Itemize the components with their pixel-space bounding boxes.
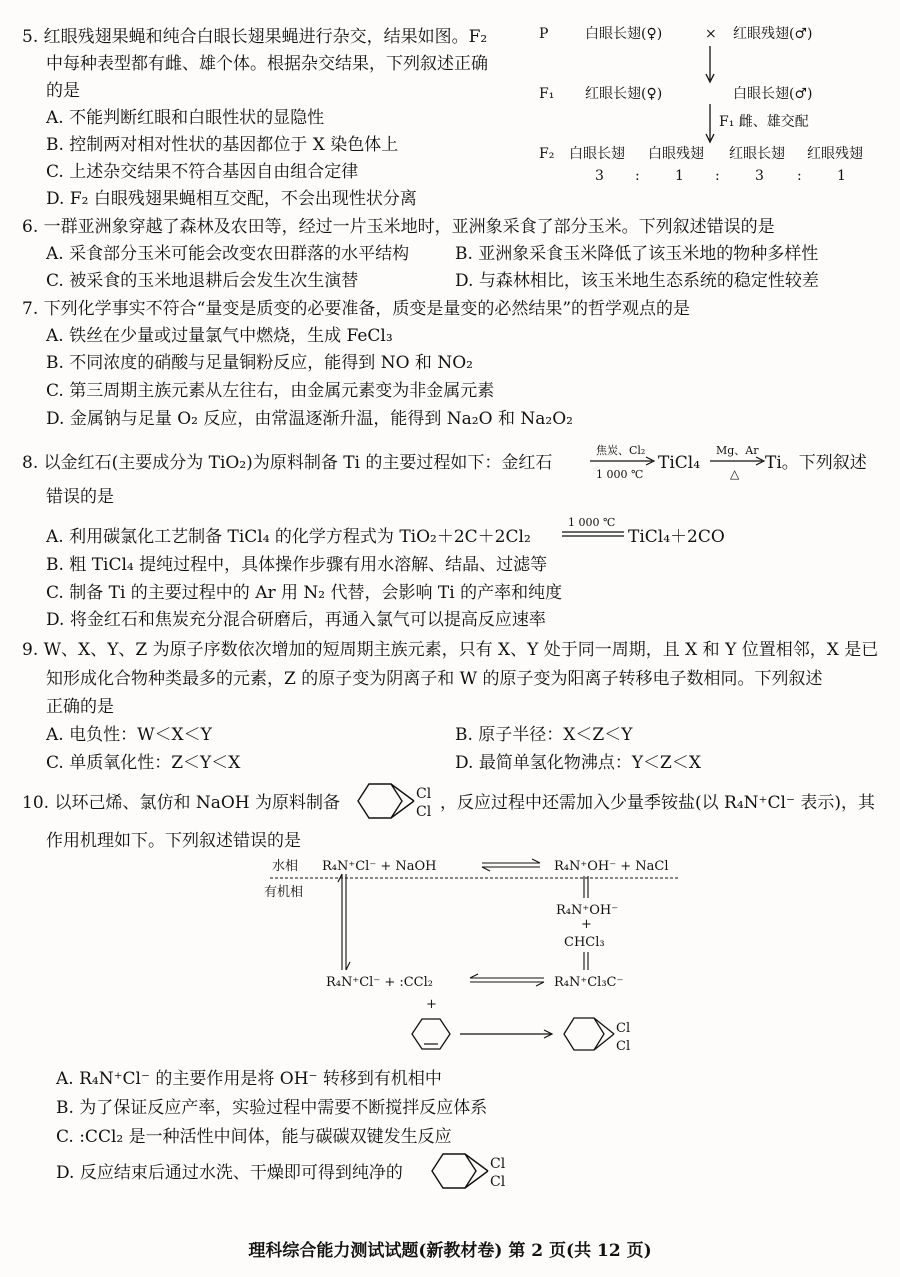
q10-option-a: A. R₄N⁺Cl⁻ 的主要作用是将 OH⁻ 转移到有机相中 — [56, 1069, 442, 1089]
org-trichloromethyl: R₄N⁺Cl₃C⁻ — [554, 975, 624, 990]
q8-stem — [22, 452, 552, 474]
org-plus-2: + — [426, 997, 437, 1012]
q7-option-b: B. 不同浓度的硝酸与足量铜粉反应，能得到 NO 和 NO₂ — [46, 353, 473, 373]
ratio-sep-1: : — [635, 168, 640, 184]
ratio-3: 3 — [755, 168, 764, 184]
q10-stem-post: ，反应过程中还需加入少量季铵盐(以 R₄N⁺Cl⁻ 表示)，其 — [440, 793, 875, 813]
q9-option-b: B. 原子半径：X＜Z＜Y — [455, 725, 633, 745]
q9-stem-line2: 知形成化合物种类最多的元素，Z 的原子变为阴离子和 W 的原子变为阳离子转移电子数相同。下列叙述 — [46, 669, 823, 689]
q8-process-arrows — [588, 438, 780, 482]
organic-phase-label: 有机相 — [264, 885, 304, 900]
q5-option-a: A. 不能判断红眼和白眼性状的显隐性 — [46, 108, 325, 128]
org-plus: + — [581, 917, 592, 932]
product-cl-bottom: Cl — [616, 1039, 631, 1054]
q8-equation-condition — [560, 512, 628, 548]
dichloro-bicycloheptane-structure — [352, 778, 438, 824]
p-label: P — [539, 26, 549, 42]
q10-option-d: D. 反应结束后通过水洗、干燥即可得到纯净的 — [56, 1163, 403, 1183]
org-left-products: R₄N⁺Cl⁻ + :CCl₂ — [326, 975, 434, 990]
q5-stem-line3: 的是 — [46, 81, 80, 101]
q6-option-c: C. 被采食的玉米地退耕后会发生次生演替 — [46, 271, 359, 291]
q5-option-b: B. 控制两对相对性状的基因都位于 X 染色体上 — [46, 135, 399, 155]
q9-option-c: C. 单质氧化性：Z＜Y＜X — [46, 753, 241, 773]
water-phase-label: 水相 — [272, 859, 299, 874]
q5-stem-line2: 中每种表型都有雌、雄个体。根据杂交结果，下列叙述正确 — [46, 54, 488, 74]
f2-type-1: 白眼长翅 — [569, 146, 625, 162]
f1-label: F₁ — [539, 86, 555, 102]
ratio-sep-2: : — [715, 168, 720, 184]
q10-stem-pre: 10. 以环己烯、氯仿和 NaOH 为原料制备 — [22, 793, 341, 813]
f2-type-4: 红眼残翅 — [807, 146, 863, 162]
org-hydroxide: R₄N⁺OH⁻ — [556, 903, 619, 918]
q8-option-b: B. 粗 TiCl₄ 提纯过程中，具体操作步骤有用水溶解、结晶、过滤等 — [46, 555, 548, 575]
org-chloroform: CHCl₃ — [564, 935, 605, 950]
d-cl-top: Cl — [490, 1156, 506, 1172]
arrow1-condition-bottom: 1 000 ℃ — [596, 468, 644, 481]
f1-female: 红眼长翅(♀) — [585, 86, 663, 102]
f2-type-2: 白眼残翅 — [648, 146, 704, 162]
q8-option-c: C. 制备 Ti 的主要过程中的 Ar 用 N₂ 代替，会影响 Ti 的产率和纯度 — [46, 583, 563, 603]
cl-bottom: Cl — [416, 804, 432, 820]
arrow1-condition-top: 焦炭、Cl₂ — [596, 444, 646, 457]
f2-label: F₂ — [539, 146, 555, 162]
q10-option-c: C. :CCl₂ 是一种活性中间体，能与碳碳双键发生反应 — [56, 1127, 452, 1147]
q8-intermediate: TiCl₄ — [658, 453, 701, 473]
q7-stem: 7. 下列化学事实不符合“量变是质变的必要准备，质变是量变的必然结果”的哲学观点的是 — [22, 299, 691, 319]
q8-stem-pre: 8. 以金红石(主要成分为 TiO₂)为原料制备 Ti 的主要过程如下：金红石 — [22, 453, 553, 473]
ratio-sep-3: : — [797, 168, 802, 184]
q7-option-d: D. 金属钠与足量 O₂ 反应，由常温逐渐升温，能得到 Na₂O 和 Na₂O₂ — [46, 409, 573, 429]
equation-condition: 1 000 ℃ — [568, 516, 616, 529]
q10-option-b: B. 为了保证反应产率，实验过程中需要不断搅拌反应体系 — [56, 1098, 488, 1118]
d-cl-bottom: Cl — [490, 1174, 506, 1190]
aq-left: R₄N⁺Cl⁻ + NaOH — [322, 859, 437, 874]
q7-option-c: C. 第三周期主族元素从左往右，由金属元素变为非金属元素 — [46, 381, 495, 401]
page-footer: 理科综合能力测试试题(新教材卷) 第 2 页(共 12 页) — [248, 1241, 652, 1261]
phase-transfer-mechanism — [260, 852, 690, 1062]
q9-option-a: A. 电负性：W＜X＜Y — [46, 725, 212, 745]
genetic-cross-diagram — [535, 18, 890, 193]
aq-right: R₄N⁺OH⁻ + NaCl — [554, 859, 669, 874]
q6-option-d: D. 与森林相比，该玉米地生态系统的稳定性较差 — [455, 271, 819, 291]
q8-option-d: D. 将金红石和焦炭充分混合研磨后，再通入氯气可以提高反应速率 — [46, 610, 546, 630]
q5-option-c: C. 上述杂交结果不符合基因自由组合定律 — [46, 162, 359, 182]
f2-type-3: 红眼长翅 — [729, 146, 785, 162]
ratio-4: 1 — [837, 168, 846, 184]
ratio-1: 3 — [595, 168, 604, 184]
q8-stem-post: Ti。下列叙述 — [765, 453, 867, 473]
q9-stem-line3: 正确的是 — [46, 697, 114, 717]
q8-stem-line2: 错误的是 — [46, 487, 114, 507]
q8-option-a-post: TiCl₄＋2CO — [628, 527, 725, 547]
q6-option-a: A. 采食部分玉米可能会改变农田群落的水平结构 — [46, 244, 410, 264]
p-female: 白眼长翅(♀) — [585, 26, 663, 42]
product-cl-top: Cl — [616, 1021, 631, 1036]
option-d-structure — [426, 1148, 512, 1194]
q5-stem-line1: 5. 红眼残翅果蝇和纯合白眼长翅果蝇进行杂交，结果如图。F₂ — [22, 27, 488, 47]
f1-male: 白眼长翅(♂) — [733, 86, 813, 102]
q10-stem-line2: 作用机理如下。下列叙述错误的是 — [46, 831, 301, 851]
q5-option-d: D. F₂ 白眼残翅果蝇相互交配，不会出现性状分离 — [46, 189, 417, 209]
q8-option-a-pre: A. 利用碳氯化工艺制备 TiCl₄ 的化学方程式为 TiO₂＋2C＋2Cl₂ — [46, 527, 531, 547]
q6-option-b: B. 亚洲象采食玉米降低了该玉米地的物种多样性 — [455, 244, 819, 264]
cl-top: Cl — [416, 786, 432, 802]
q9-stem-line1: 9. W、X、Y、Z 为原子序数依次增加的短周期主族元素，只有 X、Y 处于同一周期，且 X 和 Y 位置相邻，X 是已 — [22, 640, 879, 660]
q7-option-a: A. 铁丝在少量或过量氯气中燃烧，生成 FeCl₃ — [46, 326, 393, 346]
q6-stem: 6. 一群亚洲象穿越了森林及农田等，经过一片玉米地时，亚洲象采食了部分玉米。下列叙述错误的是 — [22, 217, 775, 237]
ratio-2: 1 — [675, 168, 684, 184]
cross-symbol: × — [705, 26, 717, 42]
arrow2-condition-top: Mg、Ar — [716, 444, 759, 457]
p-male: 红眼残翅(♂) — [733, 26, 813, 42]
q9-option-d: D. 最简单氢化物沸点：Y＜Z＜X — [455, 753, 701, 773]
f1-cross-note: F₁ 雌、雄交配 — [719, 114, 809, 130]
arrow2-condition-bottom: △ — [730, 467, 740, 481]
